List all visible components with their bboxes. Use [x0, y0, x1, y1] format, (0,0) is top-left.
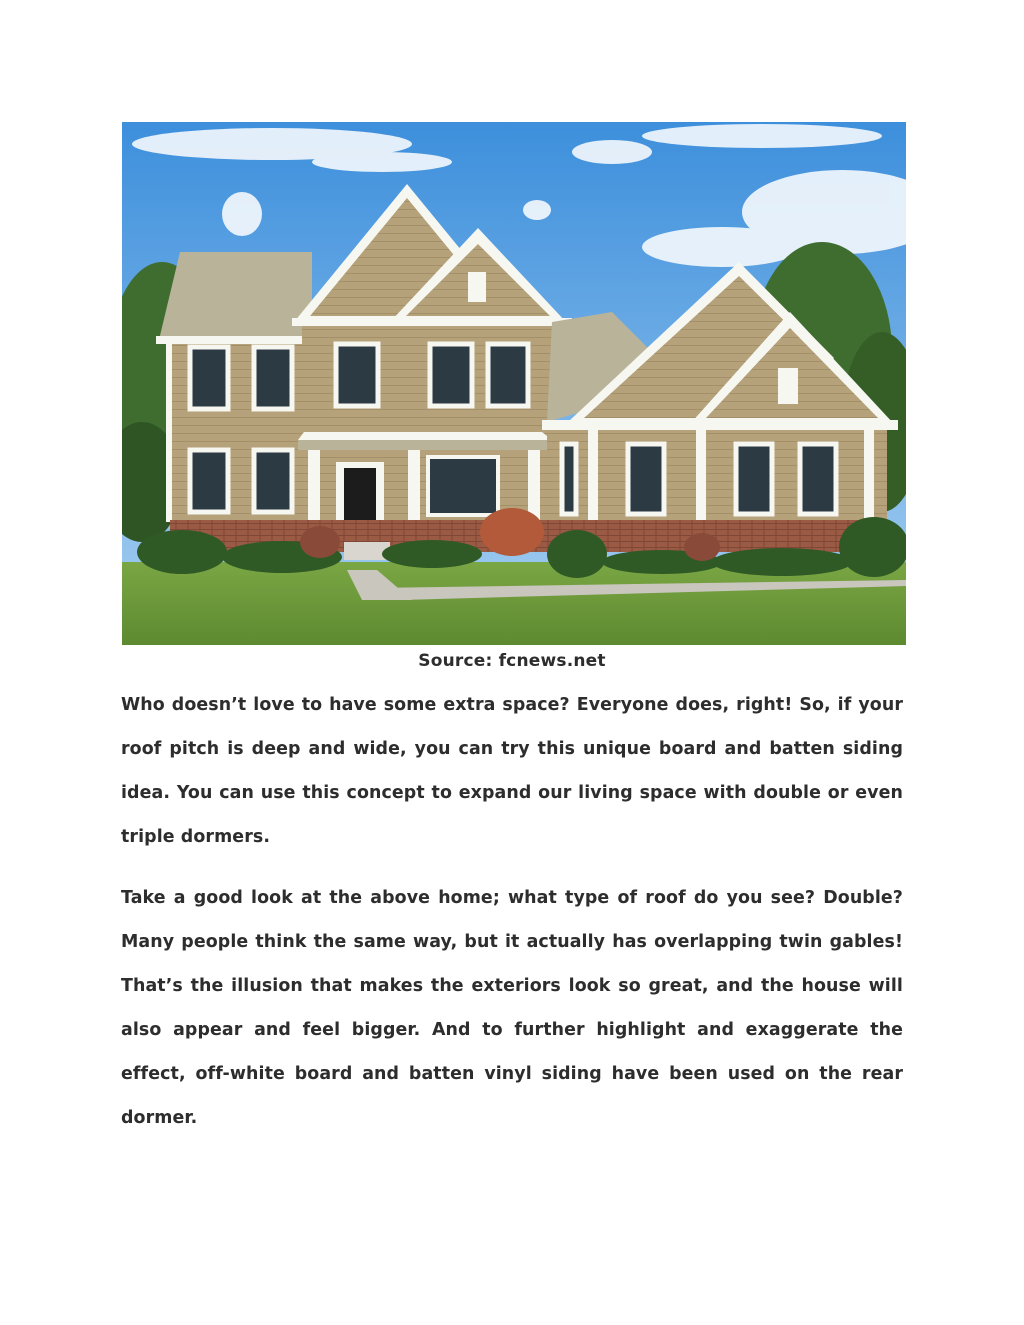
paragraph-twin-gables: Take a good look at the above home; what type of roof do you see? Double? Many people think the same way, but it actually has overlapping twin gables! That’s the illusion that makes the exteriors look so great, and the house will also appear and feel bigger. And to further highlight and exaggerate the effect, off-white board and batten vinyl siding have been used on the rear dormer. — [121, 888, 903, 1128]
paragraph-extra-space: Who doesn’t love to have some extra space? Everyone does, right! So, if your roof pitch is deep and wide, you can try this unique board and batten siding idea. You can use this concept to expand our living space with double or even triple dormers. — [121, 695, 903, 847]
house-photo — [122, 122, 906, 645]
image-caption: Source: fcnews.net — [418, 651, 606, 671]
